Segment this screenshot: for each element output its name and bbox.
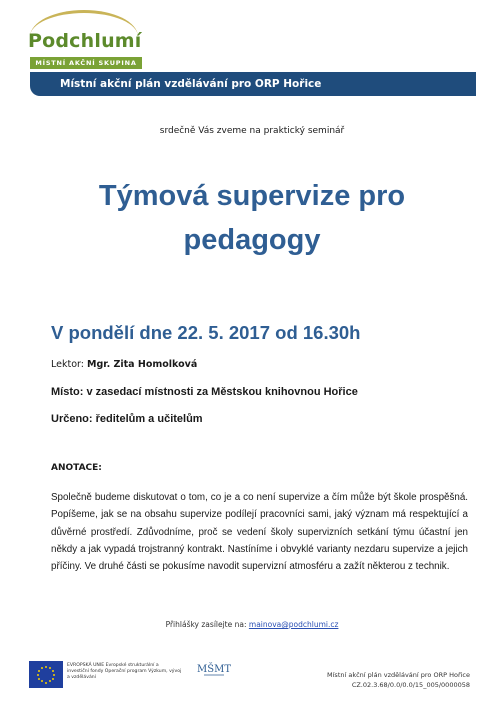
venue-line: Místo: v zasedací místnosti za Městskou knihovnou Hořice <box>51 386 358 398</box>
banner-text: Místní akční plán vzdělávání pro ORP Hořice <box>60 78 322 90</box>
eu-funding-text: EVROPSKÁ UNIE Evropské strukturální a investiční fondy Operační program Výzkum, vývoj a vzdělávání <box>67 663 182 680</box>
annotation-text: Společně budeme diskutovat o tom, co je a co není supervize a čím může být škole prospěšná. Popíšeme, jak se na obsahu supervize podílejí pracovníci sami, jaký význam má respektující a důvěrné prostředí. Zdůvodníme, proč se vedení školy supervizních setkání týmu účastní jen někdy a jak vypadá trojstranný kontrakt. Nastíníme i obvyklé varianty nezdaru supervize a jejich příčiny. Ve druhé části se pokusíme navodit supervizní atmosféru a zažít některou z technik. <box>51 492 468 573</box>
eu-star <box>45 666 47 668</box>
eu-star <box>52 678 54 680</box>
eu-star <box>41 680 43 682</box>
lektor-name: Mgr. Zita Homolková <box>86 359 198 370</box>
eu-star <box>38 670 40 672</box>
footer-project-code: CZ.02.3.68/0.0/0.0/15_005/0000058 <box>351 681 470 689</box>
lektor-label: Lektor: <box>51 359 84 370</box>
logo-subtitle: MÍSTNÍ AKČNÍ SKUPINA <box>30 57 142 69</box>
logo-wordmark: Podchlumí <box>28 30 142 52</box>
date-line: V pondělí dne 22. 5. 2017 od 16.30h <box>51 322 361 343</box>
lektor-line <box>51 359 197 370</box>
eu-flag-icon <box>29 661 63 688</box>
eu-star <box>45 682 47 684</box>
eu-star <box>53 674 55 676</box>
page-title: Týmová supervize pro pedagogy <box>98 180 406 256</box>
invitation-line: srdečně Vás zveme na praktický seminář <box>159 126 345 136</box>
annotation-heading: ANOTACE: <box>51 463 102 473</box>
eu-star <box>49 667 51 669</box>
signup-label: Přihlášky zasílejte na: <box>165 620 247 629</box>
msmt-logo-text: MŠMT <box>197 664 231 675</box>
footer-project-name: Místní akční plán vzdělávání pro ORP Hořice <box>327 671 470 679</box>
eu-star <box>38 678 40 680</box>
eu-star <box>41 667 43 669</box>
signup-email-link[interactable]: mainova@podchlumi.cz <box>248 620 339 629</box>
eu-star <box>49 680 51 682</box>
signup-line <box>0 620 504 629</box>
msmt-logo-icon <box>197 660 231 680</box>
footer-project-info <box>290 670 470 690</box>
eu-star <box>37 674 39 676</box>
eu-star <box>52 670 54 672</box>
audience-line: Určeno: ředitelům a učitelům <box>51 413 203 425</box>
